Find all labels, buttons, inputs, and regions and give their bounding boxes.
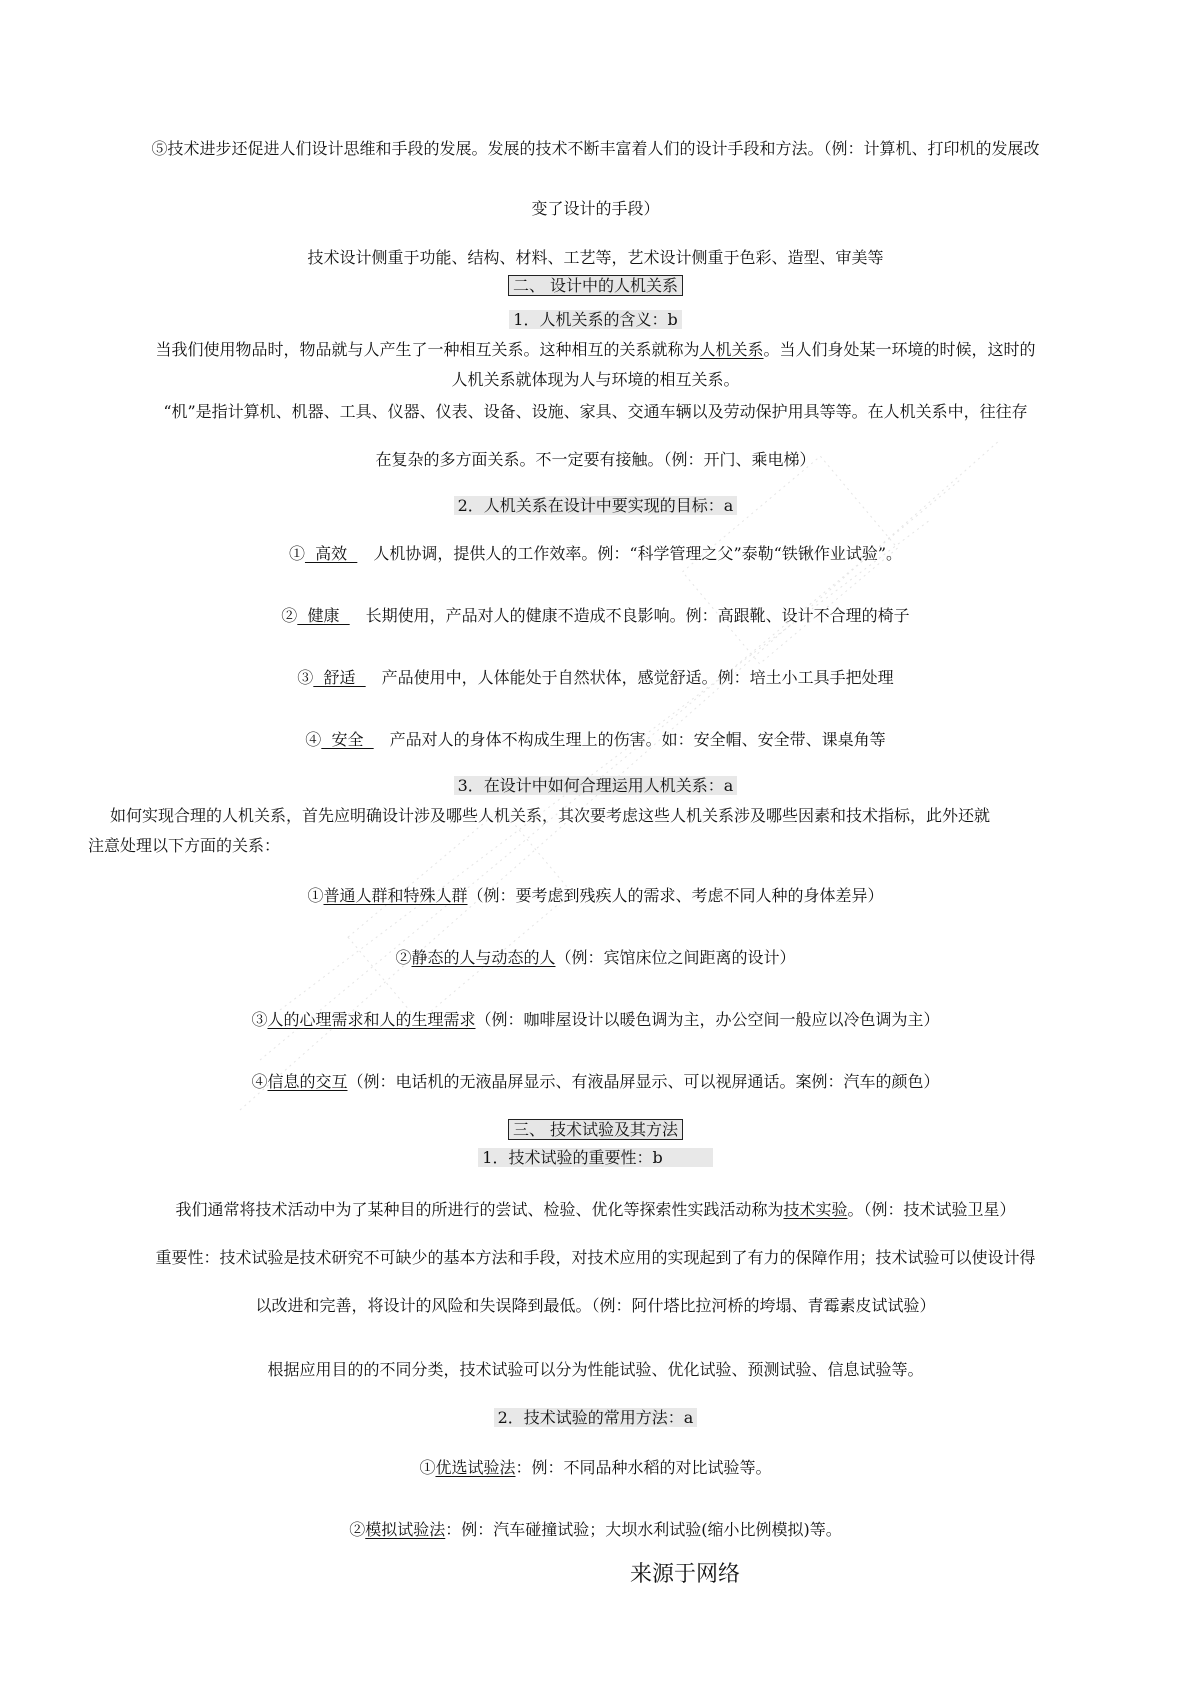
subheading-hm-meaning <box>0 308 1191 332</box>
section-heading-3 <box>0 1118 1191 1142</box>
subheading-test-importance-text: 1．技术试验的重要性：b <box>478 1148 712 1167</box>
method-number: ② <box>349 1520 366 1539</box>
paragraph-machine-def: “机”是指计算机、机器、工具、仪器、仪表、设备、设施、家具、交通车辆以及劳动保护用具等等。在人机关系中，往往存 <box>163 402 1028 421</box>
relation-item <box>0 946 1191 970</box>
goal-desc: 产品对人的身体不构成生理上的伤害。如：安全帽、安全带、课桌角等 <box>389 730 886 749</box>
paragraph-design-focus: 技术设计侧重于功能、结构、材料、工艺等，艺术设计侧重于色彩、造型、审美等 <box>307 248 884 267</box>
text-segment: 。（例：技术试验卫星） <box>847 1200 1016 1219</box>
goal-number: ① <box>288 544 305 563</box>
paragraph-test-definition <box>0 1198 1191 1222</box>
paragraph-hm-apply: 如何实现合理的人机关系，首先应明确设计涉及哪些人机关系，其次要考虑这些人机关系涉及哪些因素和技术指标，此外还就 <box>110 806 991 825</box>
method-item <box>0 1518 1191 1542</box>
paragraph-test-categories: 根据应用目的的不同分类，技术试验可以分为性能试验、优化试验、预测试验、信息试验等。 <box>267 1360 924 1379</box>
relation-term: 人的心理需求和人的生理需求 <box>267 1010 476 1029</box>
text-segment: 当我们使用物品时，物品就与人产生了一种相互关系。这种相互的关系就称为 <box>155 340 700 359</box>
subheading-hm-apply-text: 3．在设计中如何合理运用人机关系：a <box>454 776 738 795</box>
method-term: 模拟试验法 <box>365 1520 446 1539</box>
term-tech-experiment: 技术实验 <box>783 1200 848 1219</box>
goal-term: 高效 <box>304 544 358 563</box>
relation-term: 信息的交互 <box>267 1072 348 1091</box>
section-heading-3-text: 三、 技术试验及其方法 <box>508 1119 683 1140</box>
subheading-hm-meaning-text: 1．人机关系的含义：b <box>509 310 681 329</box>
subheading-hm-goals-text: 2．人机关系在设计中要实现的目标：a <box>454 496 738 515</box>
relation-number: ③ <box>251 1010 268 1029</box>
subheading-test-methods-text: 2．技术试验的常用方法：a <box>494 1408 698 1427</box>
paragraph-test-importance: 重要性：技术试验是技术研究不可缺少的基本方法和手段，对技术应用的实现起到了有力的保障作用；技术试验可以使设计得 <box>155 1248 1036 1267</box>
goal-number: ② <box>281 606 298 625</box>
relation-term: 普通人群和特殊人群 <box>323 886 468 905</box>
term-human-machine: 人机关系 <box>699 340 764 359</box>
paragraph-hm-definition <box>0 338 1191 362</box>
subheading-hm-goals <box>0 494 1191 518</box>
subheading-test-methods <box>0 1406 1191 1430</box>
goal-term: 安全 <box>321 730 374 749</box>
goal-desc: 产品使用中，人体能处于自然状体，感觉舒适。例：培土小工具手把处理 <box>381 668 894 687</box>
paragraph-machine-def-cont: 在复杂的多方面关系。不一定要有接触。（例：开门、乘电梯） <box>375 450 816 469</box>
relation-number: ② <box>395 948 412 967</box>
paragraph-hm-definition-cont: 人机关系就体现为人与环境的相互关系。 <box>451 370 740 389</box>
subheading-test-importance <box>0 1146 1191 1170</box>
goal-item <box>0 542 1191 566</box>
method-item <box>0 1456 1191 1480</box>
method-desc: ：例：汽车碰撞试验；大坝水利试验(缩小比例模拟)等。 <box>445 1520 842 1539</box>
subheading-hm-apply <box>0 774 1191 798</box>
paragraph-tech-progress-cont: 变了设计的手段） <box>531 199 660 218</box>
method-term: 优选试验法 <box>435 1458 516 1477</box>
text-segment: 。当人们身处某一环境的时候，这时的 <box>763 340 1036 359</box>
paragraph-test-importance-cont: 以改进和完善，将设计的风险和失误降到最低。（例：阿什塔比拉河桥的垮塌、青霉素皮试试验） <box>255 1296 936 1315</box>
method-desc: ：例：不同品种水稻的对比试验等。 <box>515 1458 772 1477</box>
paragraph-hm-apply-cont: 注意处理以下方面的关系： <box>88 836 281 855</box>
method-number: ① <box>419 1458 436 1477</box>
goal-number: ④ <box>305 730 322 749</box>
goal-item <box>0 604 1191 628</box>
source-footer: 来源于网络 <box>630 1562 741 1587</box>
relation-desc: （例：宾馆床位之间距离的设计） <box>555 948 796 967</box>
goal-term: 健康 <box>297 606 350 625</box>
relation-number: ① <box>307 886 324 905</box>
relation-term: 静态的人与动态的人 <box>411 948 556 967</box>
relation-item <box>0 884 1191 908</box>
goal-desc: 人机协调，提供人的工作效率。例：“科学管理之父”泰勒“铁锹作业试验”。 <box>373 544 903 563</box>
section-heading-2 <box>0 274 1191 298</box>
goal-number: ③ <box>297 668 314 687</box>
relation-item <box>0 1008 1191 1032</box>
goal-item <box>0 728 1191 752</box>
goal-term: 舒适 <box>313 668 366 687</box>
goal-desc: 长期使用，产品对人的健康不造成不良影响。例：高跟靴、设计不合理的椅子 <box>365 606 910 625</box>
relation-desc: （例：咖啡屋设计以暖色调为主，办公空间一般应以冷色调为主） <box>475 1010 940 1029</box>
relation-desc: （例：电话机的无液晶屏显示、有液晶屏显示、可以视屏通话。案例：汽车的颜色） <box>347 1072 940 1091</box>
relation-desc: （例：要考虑到残疾人的需求、考虑不同人种的身体差异） <box>467 886 884 905</box>
section-heading-2-text: 二、 设计中的人机关系 <box>508 275 683 296</box>
relation-number: ④ <box>251 1072 268 1091</box>
goal-item <box>0 666 1191 690</box>
paragraph-tech-progress: ⑤技术进步还促进人们设计思维和手段的发展。发展的技术不断丰富着人们的设计手段和方法。（例：计算机、打印机的发展改 <box>151 139 1040 158</box>
relation-item <box>0 1070 1191 1094</box>
text-segment: 我们通常将技术活动中为了某种目的所进行的尝试、检验、优化等探索性实践活动称为 <box>175 1200 784 1219</box>
